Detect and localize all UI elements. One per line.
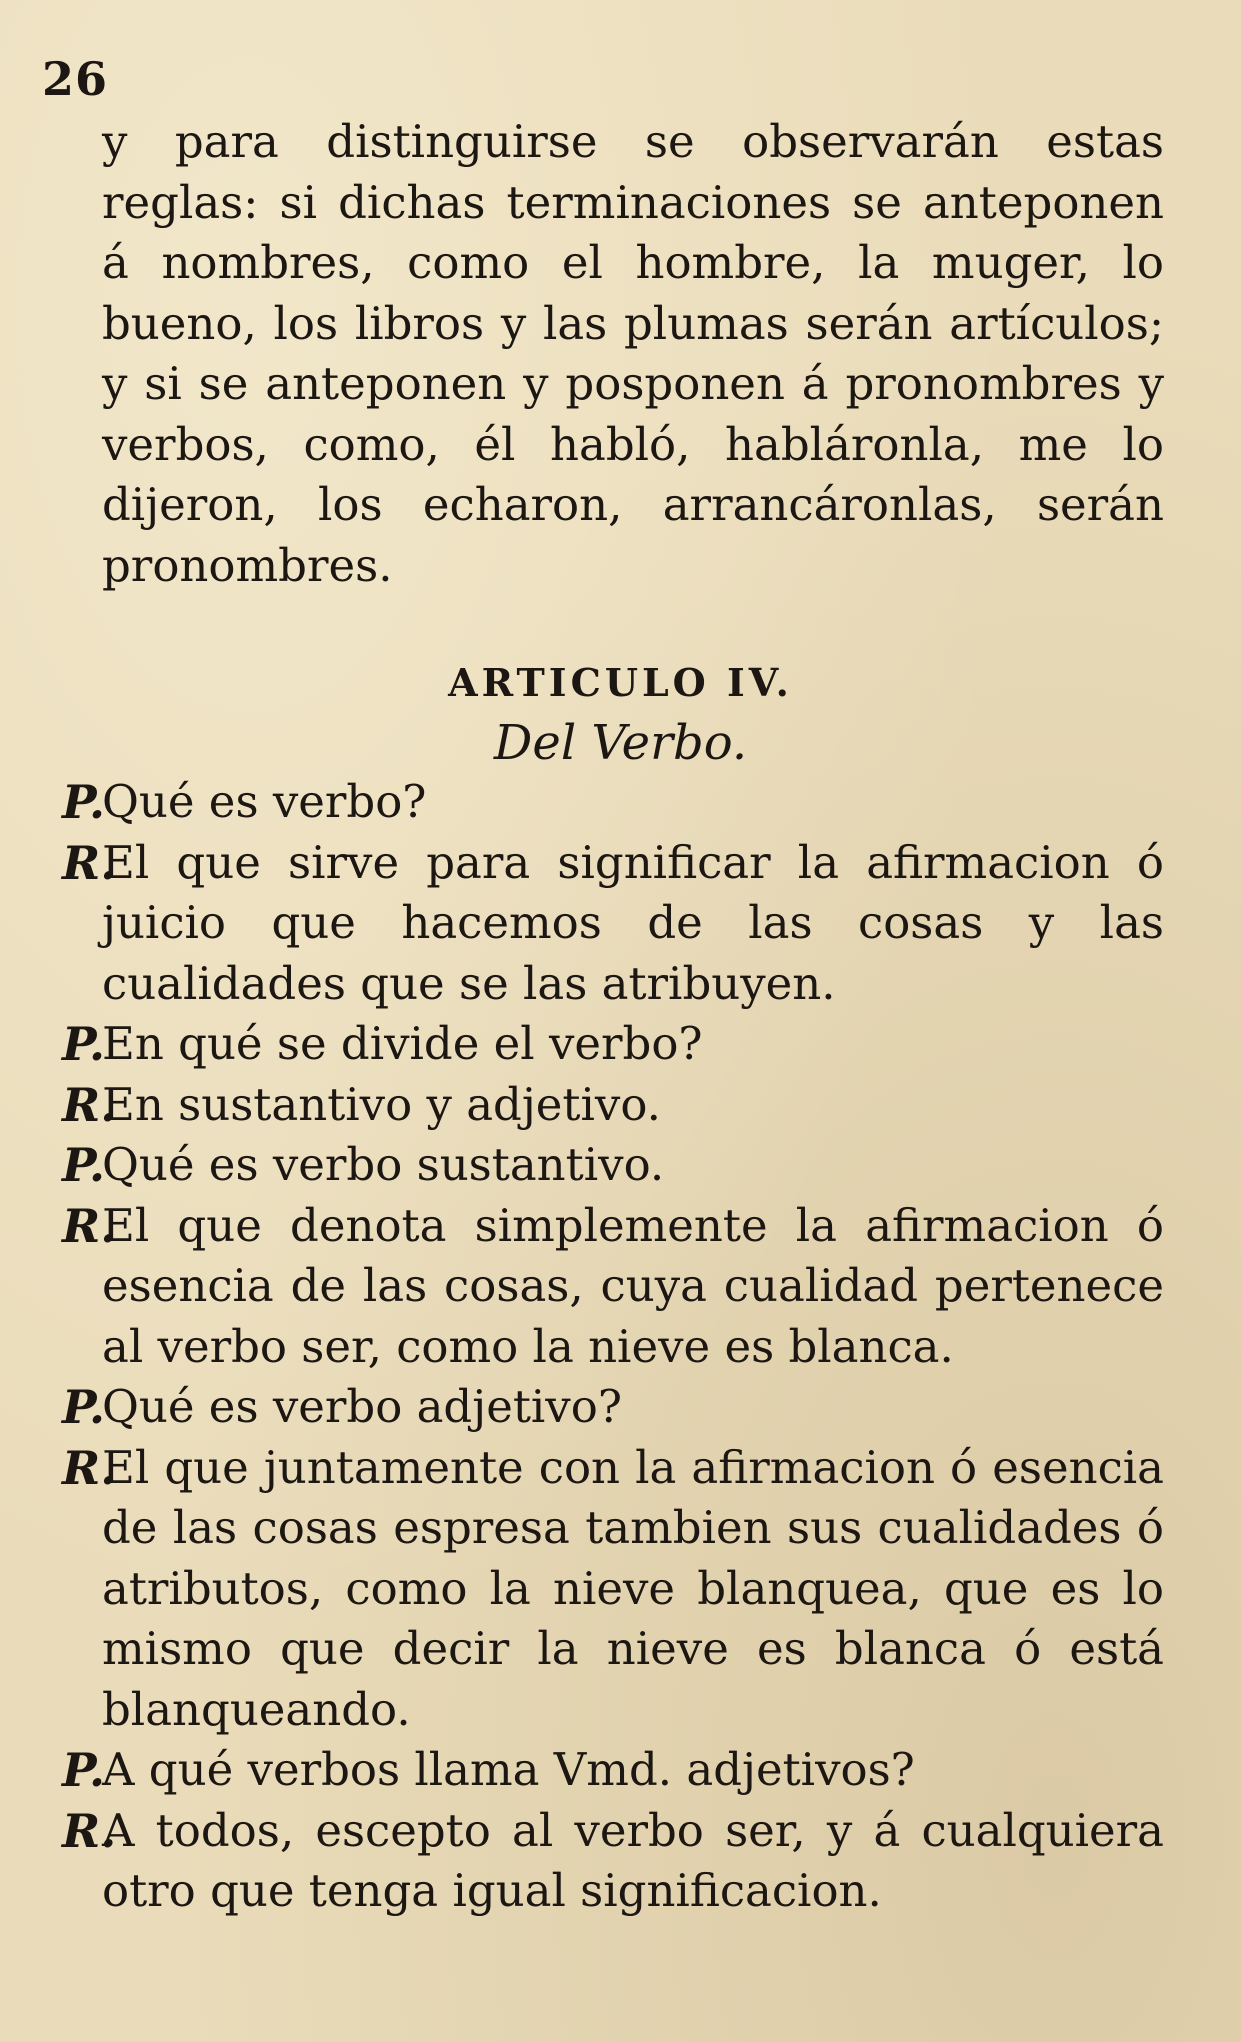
qa-entry-question [62,1014,1164,1075]
qa-marker: P. [62,775,105,829]
qa-text: El que denota simplemente la afirmacion ó esencia de las cosas, cuya cualidad pertenece al verbo ser, como la nieve es blanca. [102,1198,1164,1373]
qa-text: Qué es verbo sustantivo. [102,1138,665,1191]
qa-marker: R. [62,1440,117,1495]
qa-entry-answer [62,1075,1164,1136]
intro-paragraph: y para distinguirse se observarán estas reglas: si dichas terminaciones se anteponen á nombres, como el hombre, la muger, lo bueno, los libros y las plumas serán artículos; y si se anteponen y posponen á pronombres y verbos, como, él habló, habláronla, me lo dijeron, los echaron, arrancáronlas, serán pronombres. [102,115,1164,592]
qa-text: El que juntamente con la afirmacion ó esencia de las cosas espresa tambien sus cualidades ó atributos, como la nieve blanquea, que es lo mismo que decir la nieve es blanca ó está blanqueando. [102,1440,1164,1736]
qa-text: En qué se divide el verbo? [102,1017,703,1070]
qa-entry-answer [62,1196,1164,1378]
qa-entry-question [62,1740,1164,1801]
qa-marker: P. [62,1380,105,1434]
qa-entry-answer [62,1438,1164,1741]
qa-text: A todos, escepto al verbo ser, y á cualquiera otro que tenga igual significacion. [102,1803,1164,1917]
qa-text: Qué es verbo? [102,775,427,828]
page-number: 26 [42,52,109,106]
qa-marker: P. [62,1017,105,1071]
qa-text: En sustantivo y adjetivo. [102,1077,661,1131]
qa-marker: R. [62,835,117,890]
qa-entry-question [62,1135,1164,1196]
qa-entry-answer [62,1801,1164,1922]
qa-text: A qué verbos llama Vmd. adjetivos? [102,1743,915,1796]
qa-marker: P. [62,1743,105,1797]
qa-marker: R. [62,1077,117,1132]
qa-marker: R. [62,1198,117,1253]
article-heading: ARTICULO IV. [448,660,793,705]
qa-entry-question [62,772,1164,833]
section-title: Del Verbo. [493,715,748,771]
intro-paragraph-block [102,112,1164,596]
qa-text: El que sirve para significar la afirmacion ó juicio que hacemos de las cosas y las cualidades que se las atribuyen. [102,835,1164,1010]
qa-marker: R. [62,1803,117,1858]
qa-text: Qué es verbo adjetivo? [102,1380,622,1433]
qa-marker: P. [62,1138,105,1192]
question-answer-list [62,772,1164,1922]
qa-entry-answer [62,833,1164,1015]
qa-entry-question [62,1377,1164,1438]
